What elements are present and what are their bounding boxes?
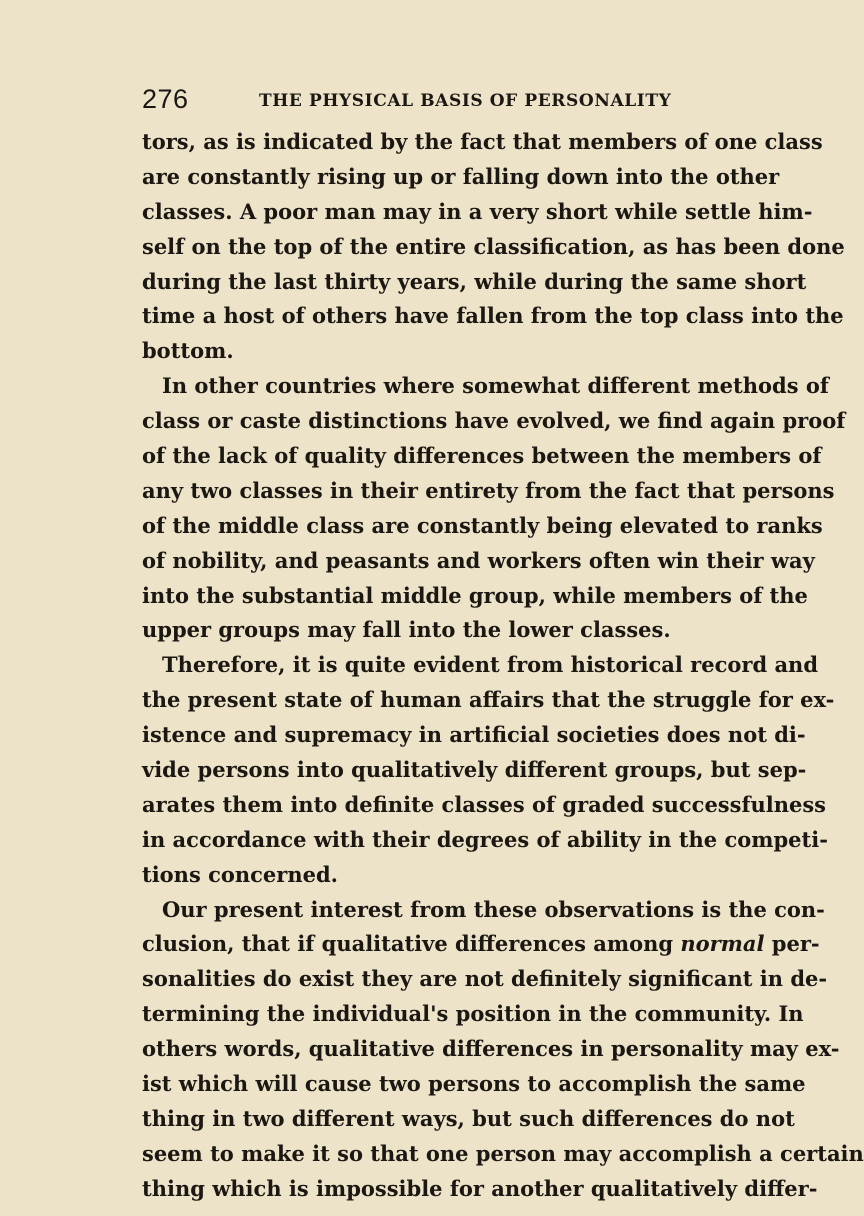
text-line: vide persons into qualitatively different groups, but sep- [142, 757, 807, 783]
page-number: 276 [142, 84, 189, 114]
text-line: into the substantial middle group, while members of the [142, 582, 808, 608]
text-line: upper groups may fall into the lower classes. [142, 617, 671, 643]
text-line: tors, as is indicated by the fact that members of one class [142, 129, 823, 154]
text-line: of the lack of quality differences between the members of [142, 443, 822, 469]
text-line: Therefore, it is quite evident from historical record and [162, 652, 819, 678]
text-line: classes. A poor man may in a very short while settle him- [142, 198, 813, 224]
emphasized-word: normal [680, 931, 765, 957]
text-line: in accordance with their degrees of ability in the competi- [142, 826, 828, 852]
text-line: In other countries where somewhat different methods of [162, 373, 829, 399]
text-line: any two classes in their entirety from the fact that persons [142, 477, 835, 503]
text-line: sonalities do exist they are not definitely significant in de- [142, 966, 828, 992]
text-line: thing in two different ways, but such differences do not [142, 1105, 795, 1131]
running-head: THE PHYSICAL BASIS OF PERSONALITY [259, 91, 672, 111]
text-line: during the last thirty years, while during the same short [142, 268, 807, 294]
text-segment: per- [764, 931, 820, 957]
text-line: istence and supremacy in artificial societies does not di- [142, 722, 806, 748]
text-line: others words, qualitative differences in personality may ex- [142, 1036, 840, 1062]
text-line: arates them into definite classes of graded successfulness [142, 791, 827, 817]
text-line-with-emphasis [142, 927, 820, 962]
text-line: class or caste distinctions have evolved, we find again proof [142, 408, 846, 434]
page-header [142, 84, 762, 124]
text-line: termining the individual's position in the community. In [142, 1001, 804, 1027]
text-line: thing which is impossible for another qualitatively differ- [142, 1175, 818, 1201]
text-line: tions concerned. [142, 861, 338, 887]
text-line: ist which will cause two persons to accomplish the same [142, 1071, 806, 1097]
body-text [142, 125, 864, 1207]
text-line: are constantly rising up or falling down into the other [142, 163, 780, 189]
text-line: the present state of human affairs that the struggle for ex- [142, 687, 835, 713]
text-line: self on the top of the entire classification, as has been done [142, 233, 845, 259]
text-line: time a host of others have fallen from the top class into the [142, 303, 844, 329]
text-line: Our present interest from these observations is the con- [162, 896, 825, 922]
text-segment: clusion, that if qualitative differences among [142, 931, 681, 957]
text-line: of nobility, and peasants and workers often win their way [142, 547, 815, 573]
text-line: seem to make it so that one person may accomplish a certain [142, 1140, 864, 1166]
text-line: bottom. [142, 338, 234, 364]
text-line: of the middle class are constantly being elevated to ranks [142, 512, 823, 538]
